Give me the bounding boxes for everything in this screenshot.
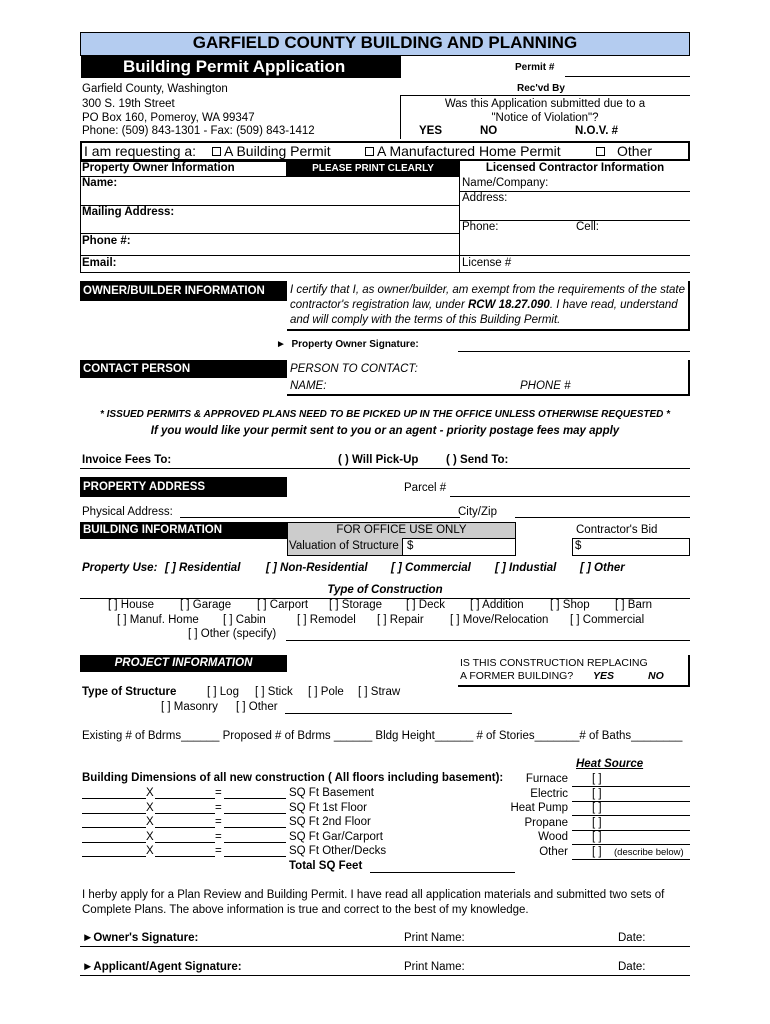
contractor-license-label: License # — [462, 257, 512, 269]
construction-cabin[interactable]: [ ] Cabin — [223, 614, 266, 626]
city-zip-field[interactable] — [515, 517, 690, 518]
construction-addition[interactable]: [ ] Addition — [470, 599, 524, 611]
checkbox-icon[interactable] — [365, 147, 374, 156]
dimension-row-label: SQ Ft Basement — [289, 787, 375, 799]
parcel-field[interactable] — [450, 496, 690, 497]
structure-masonry[interactable]: [ ] Masonry — [161, 701, 218, 713]
property-owner-signature-field[interactable] — [458, 351, 690, 352]
applicant-date-label: Date: — [618, 961, 646, 973]
dimension-total-field[interactable] — [224, 813, 286, 814]
construction-garage[interactable]: [ ] Garage — [180, 599, 232, 611]
contractor-phone-label: Phone: — [462, 221, 499, 233]
permit-number-field[interactable] — [565, 76, 690, 77]
dimension-total-field[interactable] — [224, 856, 286, 857]
structure-straw[interactable]: [ ] Straw — [358, 686, 401, 698]
dimension-total-field[interactable] — [224, 842, 286, 843]
heat-source-checkbox[interactable]: [ ] — [592, 831, 602, 843]
construction-carport[interactable]: [ ] Carport — [257, 599, 309, 611]
property-use-label: Property Use: — [82, 562, 158, 574]
office-address-1: Garfield County, Washington — [82, 83, 228, 95]
arrow-right-icon: ► — [276, 339, 286, 350]
property-use-other[interactable]: [ ] Other — [580, 562, 625, 574]
heat-source-title: Heat Source — [576, 758, 644, 770]
request-other[interactable] — [596, 143, 652, 159]
heat-source-rule — [572, 859, 690, 860]
replacing-no[interactable]: NO — [648, 670, 664, 682]
property-use-commercial[interactable]: [ ] Commercial — [391, 562, 471, 574]
print-clearly-banner: PLEASE PRINT CLEARLY — [286, 162, 460, 176]
dimensions-title: Building Dimensions of all new construction ( All floors including basement): — [82, 772, 504, 784]
owner-date-label: Date: — [618, 932, 646, 944]
dimension-length-field[interactable] — [155, 856, 215, 857]
violation-no[interactable]: NO — [480, 125, 498, 137]
office-use-label: FOR OFFICE USE ONLY — [336, 524, 467, 536]
request-manufactured-home-label: A Manufactured Home Permit — [377, 143, 561, 159]
replacing-yes[interactable]: YES — [593, 670, 615, 682]
request-type-label: I am requesting a: — [84, 143, 197, 159]
dimension-length-field[interactable] — [155, 827, 215, 828]
dimension-width-field[interactable] — [82, 856, 146, 857]
owner-email-label: Email: — [82, 257, 117, 269]
page-title: GARFIELD COUNTY BUILDING AND PLANNING — [192, 33, 578, 52]
owner-mailing-label: Mailing Address: — [82, 206, 175, 218]
owner-builder-statement-3: and will comply with the terms of this Building Permit. — [290, 314, 561, 326]
valuation-dollar: $ — [407, 540, 414, 552]
owner-builder-statement-1: I certify that I, as owner/builder, am exempt from the requirements of the state — [290, 284, 686, 296]
property-owner-signature-text: Property Owner Signature: — [291, 339, 419, 350]
owner-phone-label: Phone #: — [82, 235, 131, 247]
heat-source-checkbox[interactable]: [ ] — [592, 845, 602, 858]
dimension-width-field[interactable] — [82, 842, 146, 843]
contractor-address-label: Address: — [462, 192, 508, 204]
applicant-print-name-label: Print Name: — [404, 961, 465, 973]
construction-manuf-home[interactable]: [ ] Manuf. Home — [117, 614, 199, 626]
received-by-label: Rec'vd By — [517, 83, 565, 94]
dimension-width-field[interactable] — [82, 813, 146, 814]
owner-signature-text: Owner's Signature: — [93, 932, 199, 944]
construction-remodel[interactable]: [ ] Remodel — [297, 614, 356, 626]
dimension-row-label: SQ Ft Gar/Carport — [289, 830, 383, 843]
heat-source-label: Electric — [530, 787, 568, 800]
dimension-length-field[interactable] — [155, 842, 215, 843]
heat-source-label: Heat Pump — [510, 802, 568, 814]
postage-notice: If you would like your permit sent to you or an agent - priority postage fees may apply — [150, 425, 620, 437]
dimension-row-label: SQ Ft Other/Decks — [289, 845, 387, 857]
heat-source-rule — [572, 844, 690, 845]
request-building-permit[interactable] — [212, 143, 331, 159]
form-subtitle: Building Permit Application — [81, 56, 401, 78]
heat-source-rule — [572, 801, 690, 802]
nov-number-label: N.O.V. # — [575, 125, 619, 137]
certification-line-2: Complete Plans. The above information is true and correct to the best of my knowledge. — [82, 904, 529, 916]
contact-person-section-label: CONTACT PERSON — [80, 360, 287, 378]
pickup-notice: * ISSUED PERMITS & APPROVED PLANS NEED TO BE PICKED UP IN THE OFFICE UNLESS OTHERWISE REQUESTED * — [99, 409, 671, 420]
construction-deck[interactable]: [ ] Deck — [406, 599, 445, 611]
valuation-label: Valuation of Structure — [289, 540, 399, 552]
dimension-x-sign: X — [146, 830, 154, 843]
office-address-2: 300 S. 19th Street — [82, 98, 175, 110]
applicant-signature-field[interactable] — [80, 975, 690, 976]
owner-signature-label — [82, 932, 198, 944]
contractor-info-title: Licensed Contractor Information — [485, 162, 665, 174]
construction-repair[interactable]: [ ] Repair — [377, 614, 424, 626]
person-to-contact-label: PERSON TO CONTACT: — [290, 363, 418, 375]
construction-other-field[interactable] — [286, 640, 690, 641]
permit-number-label: Permit # — [515, 62, 555, 73]
dimension-x-sign: X — [146, 801, 154, 814]
structure-type-label: Type of Structure — [82, 686, 177, 698]
parcel-label: Parcel # — [404, 482, 447, 494]
dimension-total-field[interactable] — [224, 798, 286, 799]
dimension-x-sign: X — [146, 787, 154, 799]
total-sq-feet-label: Total SQ Feet — [289, 860, 363, 872]
building-info-section-label: BUILDING INFORMATION — [80, 522, 287, 539]
heat-describe-note: (describe below) — [614, 847, 684, 858]
heat-source-label: Other — [539, 845, 568, 858]
rcw-reference: RCW 18.27.090 — [467, 299, 550, 311]
heat-source-label: Propane — [524, 816, 568, 829]
contractor-bid-dollar: $ — [575, 540, 582, 552]
dimension-width-field[interactable] — [82, 798, 146, 799]
heat-source-rule — [572, 830, 690, 831]
construction-storage[interactable]: [ ] Storage — [329, 599, 383, 611]
heat-source-rule — [572, 786, 690, 787]
property-owner-signature-label — [276, 339, 419, 350]
request-other-label: Other — [617, 143, 653, 159]
contact-phone-label: PHONE # — [520, 380, 571, 392]
valuation-field[interactable] — [402, 538, 516, 556]
property-address-section-label: PROPERTY ADDRESS — [80, 477, 287, 497]
heat-source-label: Wood — [538, 831, 568, 843]
dimension-width-field[interactable] — [82, 827, 146, 828]
dimension-equals-sign: = — [215, 787, 222, 799]
request-building-permit-label: A Building Permit — [224, 143, 331, 159]
contractor-bid-label: Contractor's Bid — [576, 524, 658, 536]
construction-commercial[interactable]: [ ] Commercial — [570, 614, 645, 626]
arrow-right-icon: ► — [82, 961, 94, 973]
construction-barn[interactable]: [ ] Barn — [615, 599, 653, 611]
heat-source-rule — [572, 815, 690, 816]
rooms-and-height-line[interactable]: Existing # of Bdrms______ Proposed # of Bdrms ______ Bldg Height______ # of Stories_______# of Baths________ — [82, 730, 683, 742]
dimension-row-label: SQ Ft 2nd Floor — [289, 816, 371, 828]
structure-pole[interactable]: [ ] Pole — [308, 686, 344, 698]
construction-house[interactable]: [ ] House — [108, 599, 155, 611]
replacing-question-2: A FORMER BUILDING? — [460, 670, 574, 682]
physical-address-field[interactable] — [180, 517, 460, 518]
property-use-residential[interactable]: [ ] Residential — [165, 562, 241, 574]
checkbox-icon[interactable] — [212, 147, 221, 156]
owner-signature-field[interactable] — [80, 946, 690, 947]
project-info-section-label: PROJECT INFORMATION — [80, 655, 287, 672]
invoice-send-to[interactable]: ( ) Send To: — [446, 454, 509, 466]
construction-shop[interactable]: [ ] Shop — [550, 599, 590, 611]
owner-print-name-label: Print Name: — [404, 932, 465, 944]
structure-other-field[interactable] — [285, 713, 512, 714]
contact-name-label: NAME: — [290, 380, 327, 392]
contractor-name-label: Name/Company: — [462, 177, 549, 189]
dimension-equals-sign: = — [215, 845, 222, 857]
invoice-will-pickup[interactable]: ( ) Will Pick-Up — [338, 454, 419, 466]
invoice-fees-label: Invoice Fees To: — [82, 454, 172, 466]
property-use-nonresidential[interactable]: [ ] Non-Residential — [266, 562, 368, 574]
structure-other[interactable]: [ ] Other — [236, 701, 278, 713]
applicant-signature-label — [82, 961, 242, 973]
certification-line-1: I herby apply for a Plan Review and Building Permit. I have read all application materials and submitted two sets of — [82, 889, 665, 901]
checkbox-icon[interactable] — [596, 147, 605, 156]
heat-source-checkbox[interactable]: [ ] — [592, 802, 602, 814]
replacing-question-1: IS THIS CONSTRUCTION REPLACING — [460, 657, 648, 669]
violation-question-1: Was this Application submitted due to a — [444, 98, 646, 110]
dimension-x-sign: X — [146, 845, 154, 857]
dimension-length-field[interactable] — [155, 813, 215, 814]
applicant-signature-text: Applicant/Agent Signature: — [93, 961, 242, 973]
total-sq-feet-field[interactable] — [370, 872, 515, 873]
request-manufactured-home[interactable] — [365, 143, 561, 159]
dimension-total-field[interactable] — [224, 827, 286, 828]
dimension-equals-sign: = — [215, 801, 222, 814]
heat-source-label: Furnace — [525, 773, 568, 785]
physical-address-label: Physical Address: — [82, 506, 173, 518]
construction-other[interactable]: [ ] Other (specify) — [188, 628, 277, 640]
arrow-right-icon: ► — [82, 932, 94, 944]
owner-info-title: Property Owner Information — [82, 162, 235, 174]
heat-source-checkbox[interactable]: [ ] — [592, 816, 602, 829]
structure-log[interactable]: [ ] Log — [207, 686, 239, 698]
dimension-equals-sign: = — [215, 816, 222, 828]
dimension-length-field[interactable] — [155, 798, 215, 799]
dimension-x-sign: X — [146, 816, 154, 828]
owner-builder-section-label: OWNER/BUILDER INFORMATION — [80, 281, 287, 301]
statement-2a: contractor's registration law, under — [290, 299, 468, 311]
owner-builder-statement-2 — [290, 299, 678, 311]
heat-source-checkbox[interactable]: [ ] — [592, 773, 602, 785]
contractor-cell-label: Cell: — [576, 221, 600, 233]
dimension-equals-sign: = — [215, 830, 222, 843]
contractor-bid-field[interactable] — [572, 538, 690, 556]
statement-2c: . I have read, understand — [549, 299, 678, 311]
owner-name-label: Name: — [82, 177, 118, 189]
violation-yes[interactable]: YES — [419, 125, 443, 137]
city-zip-label: City/Zip — [458, 506, 497, 518]
violation-question-2: "Notice of Violation"? — [491, 112, 599, 124]
office-address-4: Phone: (509) 843-1301 - Fax: (509) 843-1412 — [82, 125, 315, 137]
office-address-3: PO Box 160, Pomeroy, WA 99347 — [82, 112, 255, 124]
dimension-row-label: SQ Ft 1st Floor — [289, 801, 367, 814]
construction-move-relocation[interactable]: [ ] Move/Relocation — [450, 614, 549, 626]
heat-source-checkbox[interactable]: [ ] — [592, 787, 602, 800]
structure-stick[interactable]: [ ] Stick — [255, 686, 293, 698]
construction-type-title: Type of Construction — [327, 584, 443, 596]
property-use-industrial[interactable]: [ ] Industial — [495, 562, 557, 574]
